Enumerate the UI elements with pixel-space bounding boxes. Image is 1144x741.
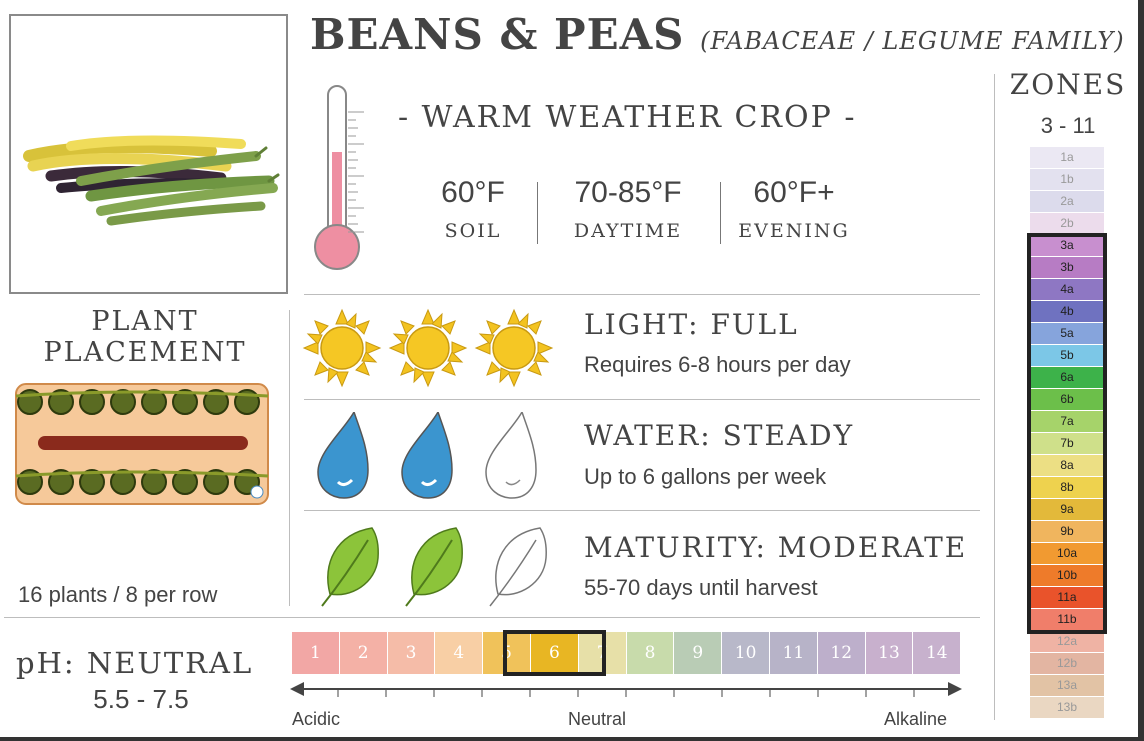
divider xyxy=(994,74,995,720)
water-drop-icons xyxy=(310,412,550,500)
zone-5b: 5b xyxy=(1030,345,1104,366)
zone-5a: 5a xyxy=(1030,323,1104,344)
ph-alkaline-label: Alkaline xyxy=(884,709,948,729)
ph-cell-9: 9 xyxy=(674,632,721,674)
temp-evening-value: 60°F+ xyxy=(753,176,835,209)
zone-1a: 1a xyxy=(1030,147,1104,168)
temp-daytime-value: 70-85°F xyxy=(574,176,682,209)
temp-daytime-label: DAYTIME xyxy=(573,220,683,242)
zone-3a: 3a xyxy=(1030,235,1104,256)
temp-divider xyxy=(537,182,538,244)
family-subtitle: (FABACEAE / LEGUME FAMILY) xyxy=(700,27,1125,55)
ph-highlight xyxy=(503,630,606,676)
zone-13b: 13b xyxy=(1030,697,1104,718)
divider xyxy=(4,617,980,618)
title-text: BEANS & PEAS xyxy=(310,10,685,59)
placement-title-line2: PLACEMENT xyxy=(43,337,247,368)
divider xyxy=(304,294,980,295)
zone-11a: 11a xyxy=(1030,587,1104,608)
zone-13a: 13a xyxy=(1030,675,1104,696)
zone-4a: 4a xyxy=(1030,279,1104,300)
zone-6a: 6a xyxy=(1030,367,1104,388)
light-icons xyxy=(300,306,562,390)
maturity-title: MATURITY: MODERATE xyxy=(584,531,968,564)
ph-cell-11: 11 xyxy=(770,632,817,674)
thermometer-icon xyxy=(308,82,370,282)
bean-illustration xyxy=(11,16,286,292)
temp-daytime xyxy=(553,176,703,242)
water-desc: Up to 6 gallons per week xyxy=(584,464,827,489)
page-title xyxy=(310,10,1125,59)
temp-evening-label: EVENING xyxy=(738,220,850,242)
placement-diagram xyxy=(14,382,270,506)
placement-title-line1: PLANT xyxy=(91,306,199,337)
ph-range: 5.5 - 7.5 xyxy=(93,684,189,714)
crop-type-label: - WARM WEATHER CROP - xyxy=(398,100,857,135)
zone-2a: 2a xyxy=(1030,191,1104,212)
temp-soil xyxy=(420,176,526,242)
zone-3b: 3b xyxy=(1030,257,1104,278)
ph-title: pH: NEUTRAL xyxy=(16,646,254,680)
zone-7b: 7b xyxy=(1030,433,1104,454)
ph-cell-13: 13 xyxy=(866,632,913,674)
zone-4b: 4b xyxy=(1030,301,1104,322)
ph-cell-10: 10 xyxy=(722,632,769,674)
ph-neutral-label: Neutral xyxy=(568,709,627,729)
divider xyxy=(289,310,290,606)
zone-8a: 8a xyxy=(1030,455,1104,476)
zone-10b: 10b xyxy=(1030,565,1104,586)
ph-cell-7: 7 xyxy=(579,632,626,674)
ph-acidic-label: Acidic xyxy=(292,709,341,729)
zone-9a: 9a xyxy=(1030,499,1104,520)
zones-range: 3 - 11 xyxy=(1040,113,1096,138)
zone-12a: 12a xyxy=(1030,631,1104,652)
bean-photo xyxy=(9,14,288,294)
temp-soil-label: SOIL xyxy=(444,220,502,242)
zone-6b: 6b xyxy=(1030,389,1104,410)
zone-10a: 10a xyxy=(1030,543,1104,564)
ph-cell-6: 6 xyxy=(531,632,578,674)
garden-bed-illustration xyxy=(14,382,270,506)
maturity-icons xyxy=(316,524,556,610)
divider xyxy=(304,510,980,511)
water-title: WATER: STEADY xyxy=(584,419,855,452)
ph-arrow xyxy=(288,678,964,702)
zone-12b: 12b xyxy=(1030,653,1104,674)
leaf-icons xyxy=(316,524,556,610)
zone-7a: 7a xyxy=(1030,411,1104,432)
ph-cell-2: 2 xyxy=(340,632,387,674)
temp-soil-value: 60°F xyxy=(441,176,505,209)
ph-cell-8: 8 xyxy=(627,632,674,674)
ph-cell-5: 5 xyxy=(483,632,530,674)
ph-cell-14: 14 xyxy=(913,632,960,674)
temp-divider xyxy=(720,182,721,244)
ph-cell-4: 4 xyxy=(435,632,482,674)
light-desc: Requires 6-8 hours per day xyxy=(584,352,851,377)
placement-title xyxy=(14,306,276,368)
zones-highlight xyxy=(1027,233,1107,634)
divider xyxy=(304,399,980,400)
placement-count: 16 plants / 8 per row xyxy=(18,582,218,607)
zone-8b: 8b xyxy=(1030,477,1104,498)
temp-evening xyxy=(733,176,855,242)
water-icons xyxy=(310,412,550,500)
ph-cell-1: 1 xyxy=(292,632,339,674)
zone-2b: 2b xyxy=(1030,213,1104,234)
light-title: LIGHT: FULL xyxy=(584,308,799,341)
zone-1b: 1b xyxy=(1030,169,1104,190)
ph-cell-3: 3 xyxy=(388,632,435,674)
zones-title: ZONES xyxy=(1009,68,1127,101)
sun-icons xyxy=(300,306,562,390)
maturity-desc: 55-70 days until harvest xyxy=(584,575,818,600)
zone-9b: 9b xyxy=(1030,521,1104,542)
zone-11b: 11b xyxy=(1030,609,1104,630)
ph-cell-12: 12 xyxy=(818,632,865,674)
